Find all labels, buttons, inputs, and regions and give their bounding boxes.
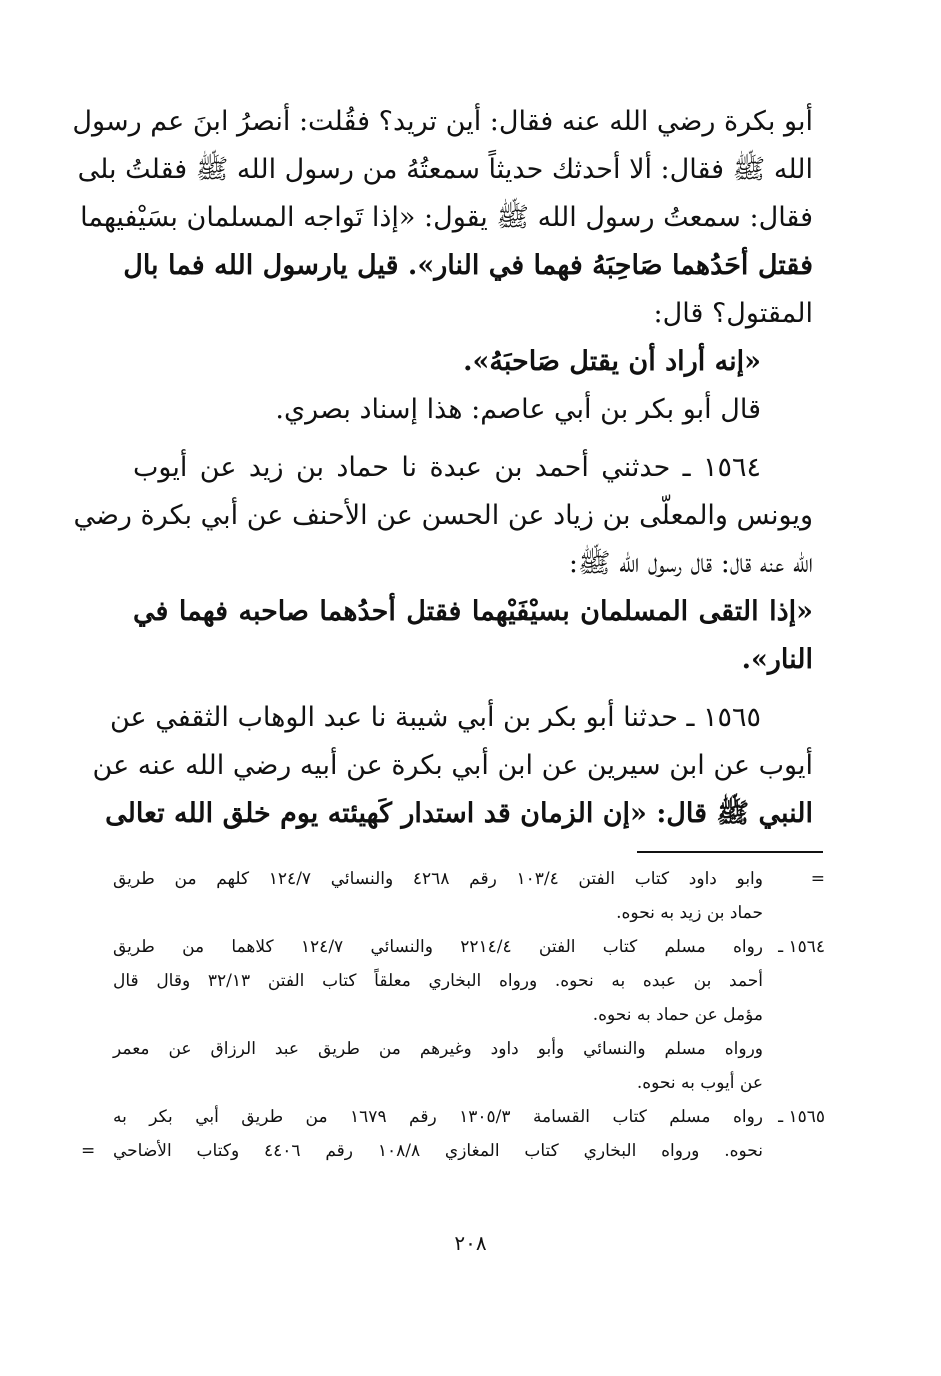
hadith-text-line: النبي ﷺ قال: «إن الزمان قد استدار كَهيئته يوم خلق الله تعالى bbox=[105, 798, 813, 829]
text-line: ويونس والمعلّى بن زياد عن الحسن عن الأحنف عن أبي بكرة رضي bbox=[73, 500, 813, 531]
footnote-line: مؤمل عن حماد به نحوه. bbox=[592, 1005, 763, 1025]
footnote-line: ورواه مسلم والنسائي وأبو داود وغيرهم من طريق عبد الرزاق عن معمر bbox=[113, 1039, 763, 1059]
footnotes bbox=[81, 862, 825, 1168]
text-line: أيوب عن ابن سيرين عن ابن أبي بكرة عن أبيه رضي الله عنه عن bbox=[92, 750, 813, 781]
hadith-text-line: النار». bbox=[741, 644, 813, 675]
continuation-marker: = bbox=[81, 1141, 96, 1161]
footnote-line: = وابو داود كتاب الفتن ١٠٣/٤ رقم ٤٢٦٨ والنسائي ١٢٤/٧ كلهم من طريق bbox=[113, 862, 825, 896]
hadith-1565-heading: ١٥٦٥ ـ حدثنا أبو بكر بن أبي شيبة نا عبد الوهاب الثقفي عن bbox=[109, 702, 761, 733]
main-text bbox=[72, 98, 813, 838]
footnote-line: أحمد بن عبده به نحوه. ورواه البخاري معلقاً كتاب الفتن ٣٢/١٣ وقال قال bbox=[113, 971, 763, 991]
text-line: الله ﷺ فقال: ألا أحدثك حديثاً سمعتُهُ من رسول الله ﷺ فقلتُ بلى bbox=[77, 154, 813, 185]
footnote-number: ١٥٦٥ ـ bbox=[778, 1107, 825, 1127]
isnad-remark: قال أبو بكر بن أبي عاصم: هذا إسناد بصري. bbox=[275, 394, 761, 425]
text-line: الله عنه قال: قال رسول الله ﷺ: bbox=[568, 548, 813, 579]
hadith-1564-heading: ١٥٦٤ ـ حدثني أحمد بن عبدة نا حماد بن زيد عن أيوب bbox=[133, 452, 761, 483]
footnote-line: نحوه. ورواه البخاري كتاب المغازي ١٠٨/٨ رقم ٤٤٠٦ وكتاب الأضاحي = bbox=[113, 1134, 825, 1168]
hadith-text-line: «إذا التقى المسلمان بسيْفَيْهما فقتل أحدُهما صاحبه فهما في bbox=[133, 596, 813, 627]
footnote-line: حماد بن زيد به نحوه. bbox=[616, 903, 763, 923]
continuation-marker: = bbox=[810, 869, 825, 889]
text-line: أبو بكرة رضي الله عنه فقال: أين تريد؟ فقُلت: أنصرُ ابنَ عم رسول bbox=[72, 106, 813, 137]
footnote-separator bbox=[637, 851, 823, 853]
hadith-text-line: «إنه أراد أن يقتل صَاحبَهُ». bbox=[463, 346, 761, 377]
footnote-1565: ١٥٦٥ ـ رواه مسلم كتاب القسامة ١٣٠٥/٣ رقم ١٦٧٩ من طريق أبي بكر به bbox=[113, 1100, 825, 1134]
page-number: ٢٠٨ bbox=[454, 1231, 487, 1255]
text-line: فقال: سمعتُ رسول الله ﷺ يقول: «إذا تَواجه المسلمان بسَيْفيهما bbox=[80, 202, 813, 233]
footnote-line: عن أيوب به نحوه. bbox=[636, 1073, 763, 1093]
hadith-text-line: فقتل أحَدُهما صَاحِبَهُ فهما في النار». قيل يارسول الله فما بال bbox=[123, 250, 813, 281]
text-line: المقتول؟ قال: bbox=[653, 298, 813, 329]
footnote-number: ١٥٦٤ ـ bbox=[778, 937, 825, 957]
footnote-1564: ١٥٦٤ ـ رواه مسلم كتاب الفتن ٢٢١٤/٤ والنسائي ١٢٤/٧ كلاهما من طريق bbox=[113, 930, 825, 964]
